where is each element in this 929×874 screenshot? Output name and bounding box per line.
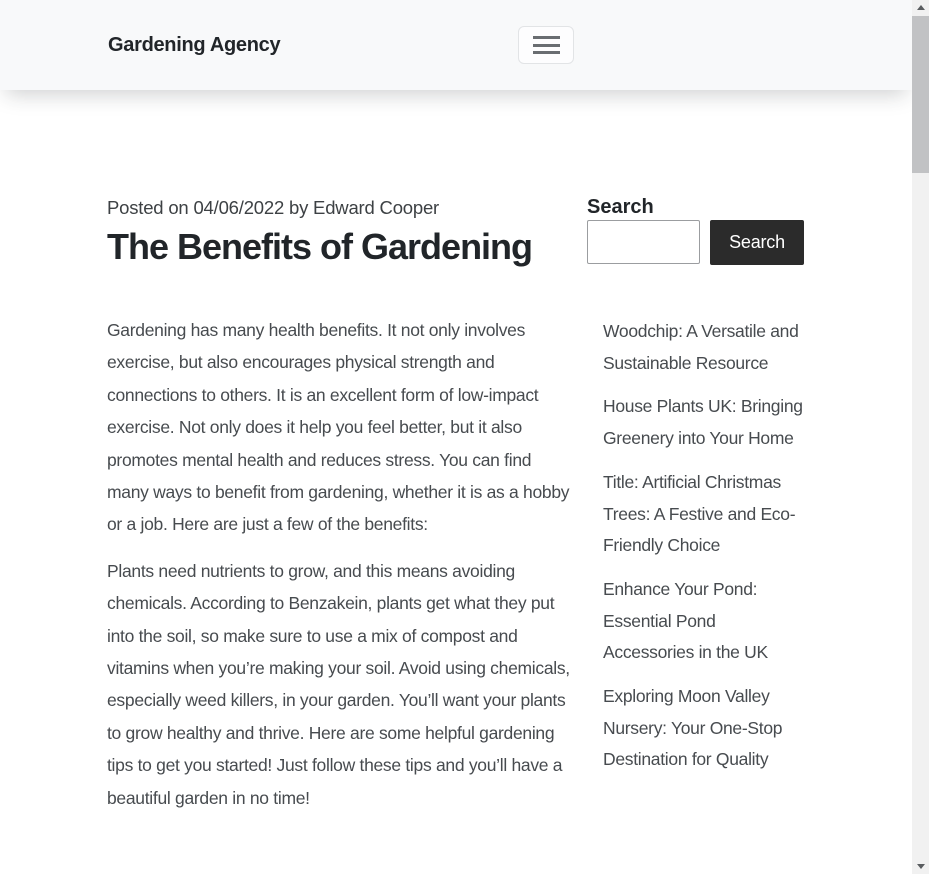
recent-post-link[interactable]: Enhance Your Pond: Essential Pond Accessories in the UK <box>603 578 768 663</box>
search-button[interactable]: Search <box>710 220 804 265</box>
post-title: The Benefits of Gardening <box>107 226 533 267</box>
recent-post-item <box>603 391 808 454</box>
post-article <box>107 194 573 814</box>
recent-post-item <box>603 574 808 669</box>
recent-post-link[interactable]: Title: Artificial Christmas Trees: A Festive and Eco-Friendly Choice <box>603 471 796 556</box>
post-paragraph: Plants need nutrients to grow, and this means avoiding chemicals. According to Benzakein, plants get what they put into the soil, so make sure to use a mix of compost and vitamins when you’re making your soil. Avoid using chemicals, especially weed killers, in your garden. You’ll want your plants to grow healthy and thrive. Here are some helpful gardening tips to get you started! Just follow these tips and you’ll have a beautiful garden in no time! <box>107 560 570 808</box>
recent-posts-list <box>587 316 812 776</box>
scroll-down-arrow-icon[interactable] <box>912 858 929 874</box>
recent-post-item <box>603 316 808 379</box>
brand-link[interactable]: Gardening Agency <box>108 33 281 56</box>
sidebar <box>587 194 812 814</box>
search-form <box>587 220 812 265</box>
header-navbar <box>0 0 912 90</box>
hamburger-icon <box>533 36 560 54</box>
post-body <box>107 314 573 814</box>
post-meta: Posted on 04/06/2022 by Edward Cooper <box>107 197 440 218</box>
scrollbar-thumb[interactable] <box>912 16 929 173</box>
post-paragraph: Gardening has many health benefits. It not only involves exercise, but also encourages physical strength and connections to others. It is an excellent form of low-impact exercise. Not only does it help you feel better, but it also promotes mental health and reduces stress. You can find many ways to benefit from gardening, whether it is as a hobby or a job. Here are just a few of the benefits: <box>107 320 570 535</box>
recent-post-link[interactable]: Woodchip: A Versatile and Sustainable Resource <box>603 321 799 373</box>
recent-post-link[interactable]: Exploring Moon Valley Nursery: Your One-Stop Destination for Quality <box>603 686 783 770</box>
menu-toggler-button[interactable] <box>518 26 574 64</box>
recent-post-item <box>603 467 808 562</box>
search-label: Search <box>587 196 654 218</box>
recent-post-item <box>603 681 808 776</box>
search-input[interactable] <box>587 220 700 264</box>
vertical-scrollbar[interactable] <box>912 0 929 874</box>
content-row <box>0 90 912 814</box>
recent-post-link[interactable]: House Plants UK: Bringing Greenery into Your Home <box>603 396 803 449</box>
scroll-up-arrow-icon[interactable] <box>912 0 929 16</box>
